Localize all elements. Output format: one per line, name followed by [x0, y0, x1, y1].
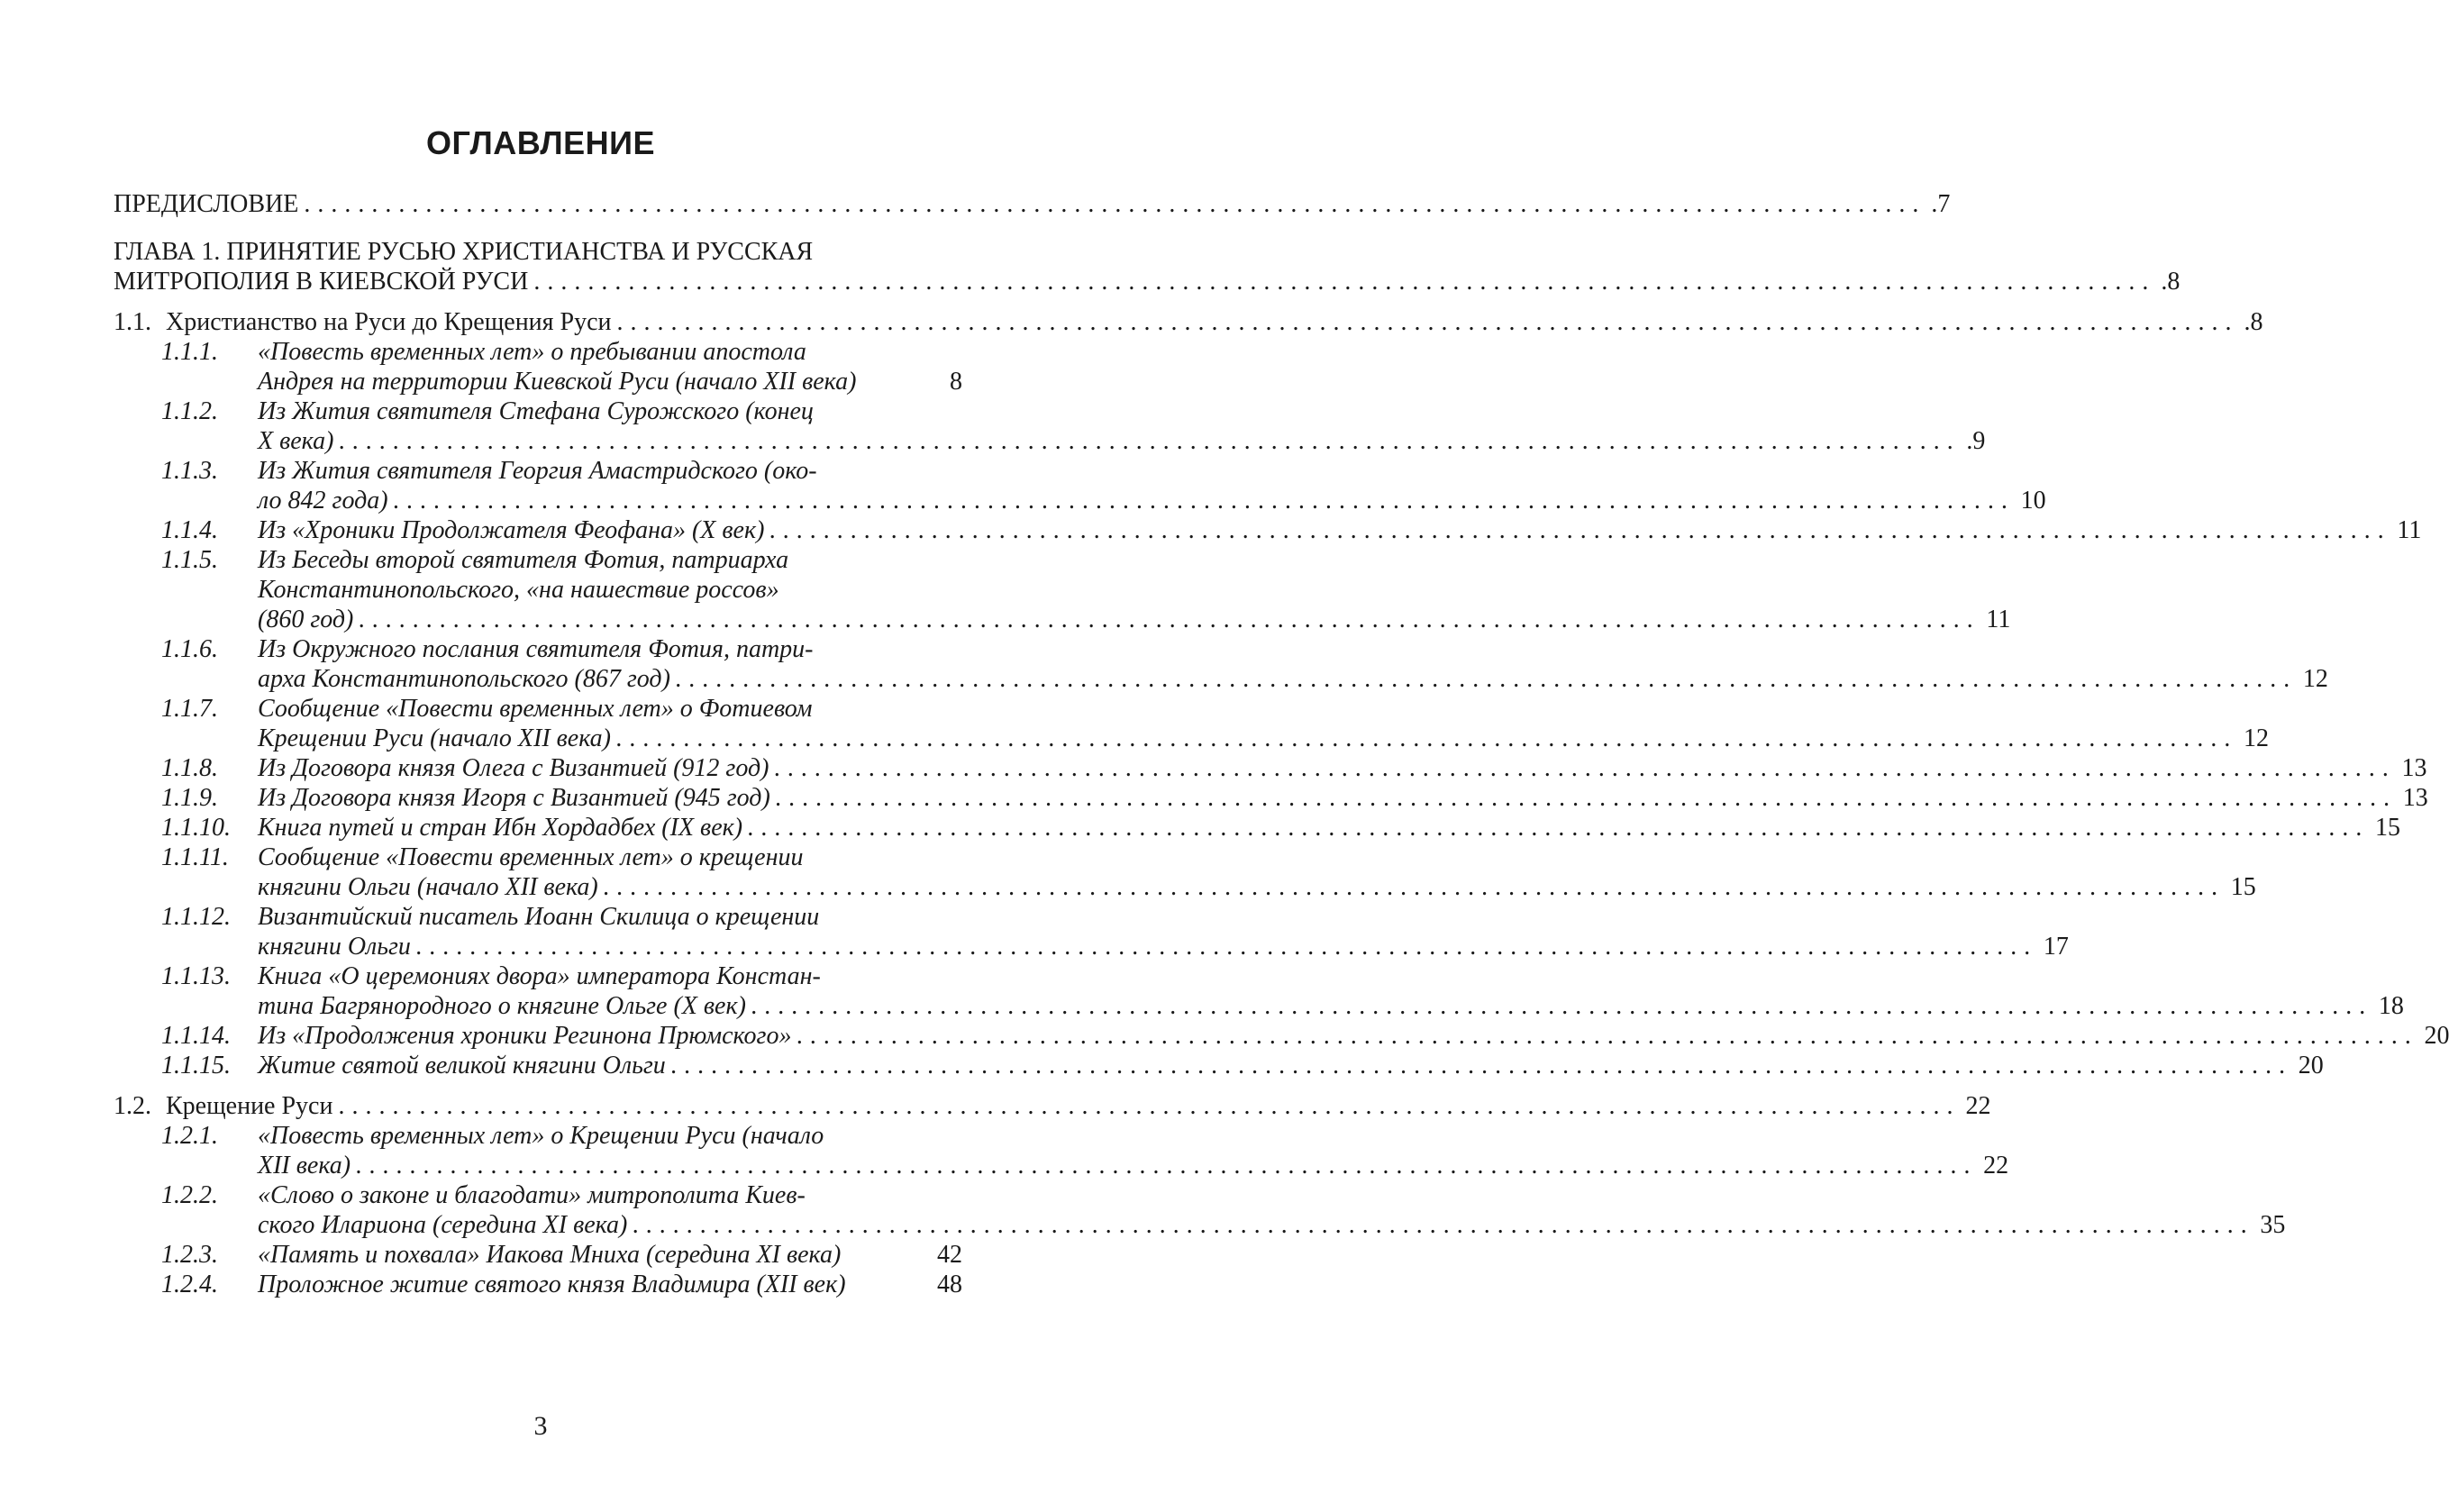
toc-entry [114, 396, 962, 456]
toc-entry-title-line: Из Беседы второй святителя Фотия, патриарха [258, 545, 962, 575]
toc-entry-title-line: арха Константинопольского (867 год) [258, 664, 670, 694]
toc-entry-last-line [258, 872, 962, 902]
dot-leader: ........................................................................................................................ [416, 932, 2038, 961]
toc-entry [114, 237, 962, 296]
toc-entry [114, 1121, 962, 1180]
toc-entry-number: 1.1.1. [161, 337, 218, 367]
toc-entry-page: 18 [2379, 991, 2404, 1021]
toc-entry-number: 1.1.8. [161, 753, 218, 783]
toc-entry-title-line: ло 842 года) [258, 486, 388, 515]
toc-entry-last-line [258, 753, 962, 783]
toc-entry-last-line [258, 367, 962, 396]
toc-entry-title-line: тина Багрянородного о княгине Ольге (X век) [258, 991, 746, 1021]
dot-leader: ........................................................................................................................ [338, 1091, 1960, 1121]
toc-entry-page: 48 [937, 1270, 962, 1299]
toc-entry-title-line: «Повесть временных лет» о Крещении Руси (начало [258, 1121, 962, 1151]
dot-leader: ........................................................................................................................ [748, 813, 2370, 843]
toc-entry-title-line: ского Илариона (середина XI века) [258, 1210, 627, 1240]
toc-entry-title-line: «Повесть временных лет» о пребывании апостола [258, 337, 962, 367]
toc-entry-page: 12 [2244, 724, 2269, 753]
toc-entry [114, 753, 962, 783]
toc-entry-title-line: «Слово о законе и благодати» митрополита Киев- [258, 1180, 962, 1210]
toc-entry-page: 15 [2231, 872, 2256, 902]
toc-entry-number: 1.1.5. [161, 545, 218, 575]
toc-entry-title-line: XII века) [258, 1151, 351, 1180]
toc-entry-last-line [258, 932, 962, 961]
toc-entry [114, 843, 962, 902]
dot-leader: ........................................................................................................................ [774, 753, 2396, 783]
toc-entry-number: 1.2.1. [161, 1121, 218, 1151]
toc-entry-page: 20 [2424, 1021, 2449, 1051]
toc-entry-page: 42 [937, 1240, 962, 1270]
dot-leader: ........................................................................................................................ [339, 426, 1961, 456]
toc-entry-number: 1.1.3. [161, 456, 218, 486]
toc-entry-page: 22 [1983, 1151, 2008, 1180]
toc-entry-page: 8 [950, 367, 962, 396]
toc-entry-title-line: Сообщение «Повести временных лет» о Фотиевом [258, 694, 962, 724]
toc-entry-number: 1.1.15. [161, 1051, 231, 1080]
toc-entry-title-line: княгини Ольги (начало XII века) [258, 872, 598, 902]
toc-entry-title-line: Житие святой великой княгини Ольги [258, 1051, 666, 1080]
toc-entry-number: 1.1. [114, 307, 151, 337]
toc-entry [114, 337, 962, 396]
toc-entry-number: 1.1.7. [161, 694, 218, 724]
toc-entry-title-line: Из Договора князя Олега с Византией (912 год) [258, 753, 769, 783]
toc-entry-last-line [258, 1210, 962, 1240]
toc-entry-page: 13 [2403, 783, 2428, 813]
toc-entry [114, 1091, 962, 1121]
toc-entry-title-line: X века) [258, 426, 333, 456]
toc-entry-last-line [258, 783, 962, 813]
dot-leader: ........................................................................................................................ [769, 515, 2391, 545]
toc-entry [114, 1180, 962, 1240]
dot-leader: ........................................................................................................................ [671, 1051, 2293, 1080]
dot-leader: ........................................................................................................................ [304, 189, 1926, 219]
toc-entry-title-line: «Память и похвала» Иакова Мниха (середина XI века) [258, 1240, 841, 1270]
toc-entry [114, 1270, 962, 1299]
toc-entry-number: 1.1.12. [161, 902, 231, 932]
toc-entry-number: 1.1.9. [161, 783, 218, 813]
toc-entry-last-line [258, 1021, 962, 1051]
toc-entry-title-line: Из Договора князя Игоря с Византией (945 год) [258, 783, 770, 813]
toc-entry-last-line [258, 605, 962, 634]
page-title: ОГЛАВЛЕНИЕ [0, 124, 1081, 162]
toc-entry-title-line: Из «Продолжения хроники Регинона Прюмского» [258, 1021, 791, 1051]
toc-entry-last-line [258, 724, 962, 753]
toc-entry-title-line: Проложное житие святого князя Владимира (XII век) [258, 1270, 846, 1299]
toc-entry-number: 1.2.3. [161, 1240, 218, 1270]
toc-entry-page: 10 [2021, 486, 2046, 515]
toc-entry-page: 35 [2260, 1210, 2285, 1240]
toc-entry-page: 15 [2375, 813, 2400, 843]
toc-entry-number: 1.2.2. [161, 1180, 218, 1210]
dot-leader: ........................................................................................................................ [776, 783, 2398, 813]
toc-entry-title-line: Из Жития святителя Стефана Сурожского (конец [258, 396, 962, 426]
toc-entry [114, 902, 962, 961]
toc-entry [114, 515, 962, 545]
toc-entry-page: 13 [2401, 753, 2426, 783]
toc-entry [114, 456, 962, 515]
toc-entry-title-line: Крещении Руси (начало XII века) [258, 724, 611, 753]
toc-entry-title-line: (860 год) [258, 605, 353, 634]
toc-entry [114, 783, 962, 813]
toc-entry [114, 307, 962, 337]
toc-entry-page: 11 [2397, 515, 2421, 545]
toc-entry-last-line [258, 1270, 962, 1299]
toc-entry [114, 634, 962, 694]
dot-leader: ........................................................................................................................ [533, 267, 2155, 296]
toc-entry-title-line: Андрея на территории Киевской Руси (начало XII века) [258, 367, 856, 396]
toc-entry-last-line [166, 1091, 962, 1121]
toc-entry-page: 22 [1965, 1091, 1990, 1121]
toc-entry-page: .8 [2244, 307, 2263, 337]
toc-entry-last-line [258, 1240, 962, 1270]
dot-leader: ........................................................................................................................ [797, 1021, 2418, 1051]
toc-entry-last-line [114, 189, 962, 219]
toc-entry [114, 961, 962, 1021]
page-number: 3 [0, 1411, 1081, 1442]
toc-entry-title-line: Константинопольского, «на нашествие россов» [258, 575, 962, 605]
dot-leader: ........................................................................................................................ [676, 664, 2298, 694]
toc-entry-title-line: Христианство на Руси до Крещения Руси [166, 307, 612, 337]
table-of-contents [114, 189, 962, 1299]
toc-entry [114, 694, 962, 753]
toc-entry-number: 1.1.6. [161, 634, 218, 664]
dot-leader: ........................................................................................................................ [616, 724, 2238, 753]
dot-leader: ........................................................................................................................ [356, 1151, 1978, 1180]
toc-entry [114, 1051, 962, 1080]
toc-entry-last-line [114, 267, 962, 296]
toc-entry-title-line: Из Жития святителя Георгия Амастридского (око- [258, 456, 962, 486]
toc-entry-last-line [258, 664, 962, 694]
toc-entry-page: .7 [1931, 189, 1950, 219]
toc-entry-page: 17 [2044, 932, 2069, 961]
toc-entry-page: .8 [2161, 267, 2180, 296]
toc-entry-title-line: ПРЕДИСЛОВИЕ [114, 189, 298, 219]
dot-leader: ........................................................................................................................ [617, 307, 2239, 337]
toc-entry-number: 1.1.2. [161, 396, 218, 426]
toc-entry-title-line: Из «Хроники Продолжателя Феофана» (X век) [258, 515, 764, 545]
toc-entry-number: 1.1.4. [161, 515, 218, 545]
dot-leader: ........................................................................................................................ [633, 1210, 2254, 1240]
dot-leader: ........................................................................................................................ [751, 991, 2373, 1021]
toc-entry-page: 12 [2303, 664, 2328, 694]
toc-entry-last-line [258, 515, 962, 545]
toc-entry-number: 1.1.13. [161, 961, 231, 991]
toc-entry-page: .9 [1966, 426, 1985, 456]
toc-entry [114, 813, 962, 843]
toc-entry [114, 1021, 962, 1051]
toc-entry-title-line: Крещение Руси [166, 1091, 332, 1121]
toc-entry-last-line [258, 426, 962, 456]
toc-entry [114, 1240, 962, 1270]
toc-entry-title-line: Византийский писатель Иоанн Скилица о крещении [258, 902, 962, 932]
dot-leader: ........................................................................................................................ [394, 486, 2016, 515]
toc-entry-title-line: Из Окружного послания святителя Фотия, патри- [258, 634, 962, 664]
dot-leader: ........................................................................................................................ [359, 605, 1980, 634]
toc-entry-last-line [258, 1051, 962, 1080]
toc-entry-page: 11 [1986, 605, 2010, 634]
toc-entry-number: 1.2. [114, 1091, 151, 1121]
toc-entry-last-line [166, 307, 962, 337]
toc-entry-number: 1.2.4. [161, 1270, 218, 1299]
toc-entry-title-line: ГЛАВА 1. ПРИНЯТИЕ РУСЬЮ ХРИСТИАНСТВА И РУССКАЯ [114, 237, 962, 267]
toc-entry-title-line: МИТРОПОЛИЯ В КИЕВСКОЙ РУСИ [114, 267, 528, 296]
dot-leader: ........................................................................................................................ [604, 872, 2226, 902]
toc-entry-page: 20 [2299, 1051, 2324, 1080]
toc-entry [114, 545, 962, 634]
toc-entry-last-line [258, 1151, 962, 1180]
toc-entry-title-line: Книга путей и стран Ибн Хордадбех (IX век) [258, 813, 742, 843]
toc-entry-number: 1.1.10. [161, 813, 231, 843]
toc-entry-last-line [258, 991, 962, 1021]
toc-entry-title-line: Книга «О церемониях двора» императора Констан- [258, 961, 962, 991]
toc-entry-last-line [258, 813, 962, 843]
toc-entry-last-line [258, 486, 962, 515]
toc-entry-title-line: Сообщение «Повести временных лет» о крещении [258, 843, 962, 872]
toc-entry-title-line: княгини Ольги [258, 932, 411, 961]
toc-entry [114, 189, 962, 219]
toc-entry-number: 1.1.14. [161, 1021, 231, 1051]
toc-entry-number: 1.1.11. [161, 843, 229, 872]
